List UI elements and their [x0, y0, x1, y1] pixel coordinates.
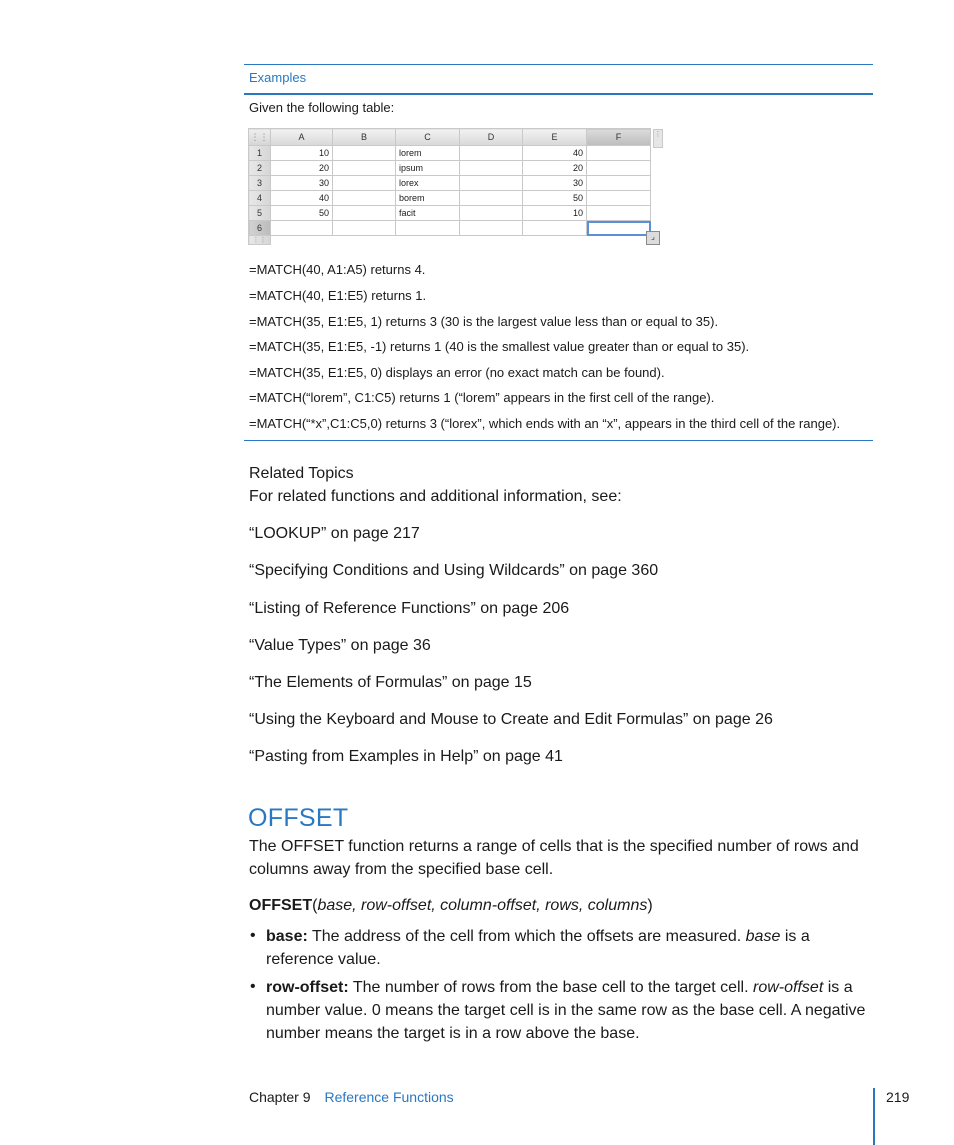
related-topics-heading: Related Topics: [249, 465, 354, 482]
bullet-base: [266, 925, 874, 971]
cell-c3: lorex: [396, 176, 460, 191]
footer-chapter: [249, 1089, 454, 1105]
cell-d6: [460, 221, 523, 236]
row-header: 4: [249, 191, 271, 206]
example-spreadsheet: [248, 128, 662, 246]
example-line-5: =MATCH(35, E1:E5, 0) displays an error (no exact match can be found).: [249, 365, 665, 380]
example-line-6: =MATCH(“lorem”, C1:C5) returns 1 (“lorem” appears in the first cell of the range).: [249, 390, 715, 405]
related-link-pasting-examples[interactable]: “Pasting from Examples in Help” on page 41: [249, 748, 563, 765]
bullet-term: row-offset:: [266, 979, 349, 996]
related-link-lookup[interactable]: “LOOKUP” on page 217: [249, 525, 420, 542]
cell-e4: 50: [523, 191, 587, 206]
footer-divider: [873, 1088, 875, 1145]
cell-f3: [587, 176, 651, 191]
syntax-arguments: base, row-offset, column-offset, rows, columns: [317, 897, 648, 914]
related-link-value-types[interactable]: “Value Types” on page 36: [249, 637, 431, 654]
page-number: 219: [886, 1089, 910, 1105]
offset-title: OFFSET: [248, 804, 349, 832]
cell-d5: [460, 206, 523, 221]
table-bottom-space: [271, 236, 651, 245]
cell-e3: 30: [523, 176, 587, 191]
cell-c5: facit: [396, 206, 460, 221]
cell-a5: 50: [271, 206, 333, 221]
column-header-d: D: [460, 129, 523, 146]
cell-e2: 20: [523, 161, 587, 176]
related-topics-intro: For related functions and additional information, see:: [249, 488, 622, 505]
syntax-close-paren: ): [647, 897, 653, 914]
bullet-row-offset: [266, 976, 874, 1045]
offset-description: The OFFSET function returns a range of cells that is the specified number of rows and columns away from the specified base cell.: [249, 838, 859, 878]
cell-d2: [460, 161, 523, 176]
cell-c2: ipsum: [396, 161, 460, 176]
cell-b3: [333, 176, 396, 191]
cell-b4: [333, 191, 396, 206]
row-header: 6: [249, 221, 271, 236]
cell-f6-selected: [587, 221, 651, 236]
examples-top-rule: [244, 64, 873, 65]
bullet-marker: •: [250, 927, 256, 944]
cell-e6: [523, 221, 587, 236]
cell-b5: [333, 206, 396, 221]
bullet-italic-term: base: [745, 928, 781, 945]
cell-d3: [460, 176, 523, 191]
table-row: [249, 191, 651, 206]
table-row: [249, 176, 651, 191]
cell-a3: 30: [271, 176, 333, 191]
row-header: 3: [249, 176, 271, 191]
cell-b2: [333, 161, 396, 176]
cell-c4: borem: [396, 191, 460, 206]
bullet-rest: is a number value. 0 means the target cell is in the same row as the base cell. A negative number means the target is in a row above the base.: [266, 979, 866, 1042]
resize-handle-icon[interactable]: ⌟: [646, 231, 660, 245]
cell-c1: lorem: [396, 146, 460, 161]
bullet-description: The address of the cell from which the offsets are measured.: [311, 928, 742, 945]
offset-syntax: [249, 897, 653, 915]
column-grip-icon[interactable]: ⋮: [653, 129, 663, 148]
bullet-term: base:: [266, 928, 308, 945]
row-header: 5: [249, 206, 271, 221]
examples-heading: Examples: [249, 70, 307, 85]
example-line-2: =MATCH(40, E1:E5) returns 1.: [249, 288, 427, 303]
cell-f5: [587, 206, 651, 221]
cell-c6: [396, 221, 460, 236]
related-link-reference-functions[interactable]: “Listing of Reference Functions” on page 206: [249, 600, 570, 617]
bullet-description: The number of rows from the base cell to the target cell.: [352, 979, 749, 996]
cell-e1: 40: [523, 146, 587, 161]
table-row: [249, 161, 651, 176]
footer-section-link[interactable]: Reference Functions: [324, 1089, 454, 1105]
example-line-7: =MATCH(“*x”,C1:C5,0) returns 3 (“lorex”, which ends with an “x”, appears in the third cell of the range).: [249, 416, 841, 431]
given-text: Given the following table:: [249, 100, 395, 115]
bullet-italic-term: row-offset: [753, 979, 824, 996]
example-line-1: =MATCH(40, A1:A5) returns 4.: [249, 262, 426, 277]
cell-a6: [271, 221, 333, 236]
cell-d1: [460, 146, 523, 161]
cell-a2: 20: [271, 161, 333, 176]
column-header-b: B: [333, 129, 396, 146]
cell-a1: 10: [271, 146, 333, 161]
cell-d4: [460, 191, 523, 206]
cell-f1: [587, 146, 651, 161]
cell-f4: [587, 191, 651, 206]
column-header-c: C: [396, 129, 460, 146]
column-header-a: A: [271, 129, 333, 146]
cell-b6: [333, 221, 396, 236]
table-row: [249, 146, 651, 161]
related-link-elements-of-formulas[interactable]: “The Elements of Formulas” on page 15: [249, 674, 532, 691]
bullet-rest: is a reference value.: [266, 928, 810, 968]
bullet-marker: •: [250, 978, 256, 995]
cell-e5: 10: [523, 206, 587, 221]
related-link-wildcards[interactable]: “Specifying Conditions and Using Wildcards” on page 360: [249, 562, 659, 579]
cell-f2: [587, 161, 651, 176]
example-line-4: =MATCH(35, E1:E5, -1) returns 1 (40 is the smallest value greater than or equal to 35).: [249, 339, 750, 354]
table-row: [249, 221, 651, 236]
row-header: 2: [249, 161, 271, 176]
related-link-keyboard-mouse[interactable]: “Using the Keyboard and Mouse to Create and Edit Formulas” on page 26: [249, 711, 773, 728]
column-header-e: E: [523, 129, 587, 146]
examples-heading-rule: [244, 93, 873, 95]
example-line-3: =MATCH(35, E1:E5, 1) returns 3 (30 is the largest value less than or equal to 35).: [249, 314, 719, 329]
table-row: [249, 206, 651, 221]
column-header-f: F: [587, 129, 651, 146]
examples-bottom-rule: [244, 440, 873, 441]
row-header: 1: [249, 146, 271, 161]
syntax-function-name: OFFSET: [249, 897, 313, 914]
row-grip-icon[interactable]: ⋮⋮: [249, 236, 271, 245]
syntax-open-paren: (: [312, 897, 318, 914]
table-corner-grip[interactable]: ⋮⋮: [249, 129, 271, 146]
cell-b1: [333, 146, 396, 161]
cell-a4: 40: [271, 191, 333, 206]
footer-chapter-label: Chapter 9: [249, 1089, 311, 1105]
